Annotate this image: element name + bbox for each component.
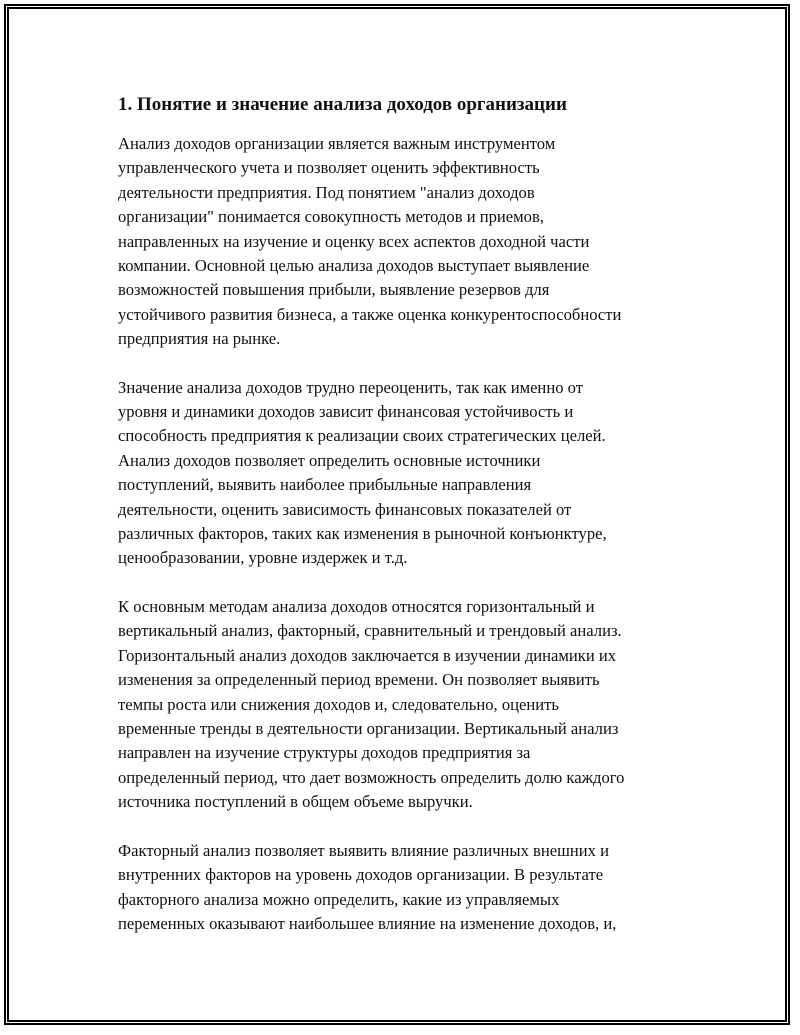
text-line: ценообразовании, уровне издержек и т.д. [118, 548, 408, 568]
paragraph-gap [118, 815, 683, 839]
text-line: устойчивого развития бизнеса, а также оценка конкурентоспособности [118, 304, 622, 324]
text-line: Анализ доходов организации является важным инструментом [118, 134, 556, 153]
text-line: переменных оказывают наибольшее влияние на изменение доходов, и, [118, 913, 617, 933]
text-line: организации" понимается совокупность методов и приемов, [118, 207, 544, 227]
document-body [118, 91, 683, 936]
paragraph-gap [118, 571, 683, 595]
paragraph-gap [118, 352, 683, 376]
text-line: Горизонтальный анализ доходов заключается в изучении динамики их [118, 645, 617, 665]
text-line: управленческого учета и позволяет оценить эффективность [118, 158, 540, 178]
text-line: факторного анализа можно определить, какие из управляемых [118, 889, 560, 909]
text-line: К основным методам анализа доходов относятся горизонтальный и [118, 597, 595, 617]
paragraph-1 [118, 132, 683, 352]
text-line: различных факторов, таких как изменения в рыночной конъюнктуре, [118, 524, 607, 544]
text-line: предприятия на рынке. [118, 329, 281, 349]
text-line: Факторный анализ позволяет выявить влияние различных внешних и [118, 840, 609, 860]
text-line: уровня и динамики доходов зависит финансовая устойчивость и [118, 402, 574, 422]
text-line: компании. Основной целью анализа доходов выступает выявление [118, 255, 590, 275]
text-line: деятельности предприятия. Под понятием "анализ доходов [118, 182, 535, 202]
text-line: Анализ доходов позволяет определить основные источники [118, 450, 541, 470]
text-line: определенный период, что дает возможность определить долю каждого [118, 767, 625, 787]
text-line: деятельности, оценить зависимость финансовых показателей от [118, 499, 572, 519]
paragraph-2 [118, 376, 683, 571]
section-heading: 1. Понятие и значение анализа доходов организации [118, 94, 567, 115]
text-line: направленных на изучение и оценку всех аспектов доходной части [118, 231, 590, 251]
text-line: способность предприятия к реализации своих стратегических целей. [118, 426, 606, 446]
text-line: Значение анализа доходов трудно переоценить, так как именно от [118, 377, 583, 397]
paragraph-3 [118, 595, 683, 815]
text-line: источника поступлений в общем объеме выручки. [118, 792, 473, 812]
text-line: временные тренды в деятельности организации. Вертикальный анализ [118, 718, 619, 738]
text-line: направлен на изучение структуры доходов предприятия за [118, 743, 531, 763]
text-line: темпы роста или снижения доходов и, следовательно, оценить [118, 694, 559, 714]
paragraph-4 [118, 839, 683, 937]
text-line: поступлений, выявить наиболее прибыльные направления [118, 475, 532, 495]
text-line: внутренних факторов на уровень доходов организации. В результате [118, 865, 604, 885]
text-line: вертикальный анализ, факторный, сравнительный и трендовый анализ. [118, 621, 622, 641]
text-line: возможностей повышения прибыли, выявление резервов для [118, 280, 550, 300]
text-line: изменения за определенный период времени. Он позволяет выявить [118, 670, 600, 690]
